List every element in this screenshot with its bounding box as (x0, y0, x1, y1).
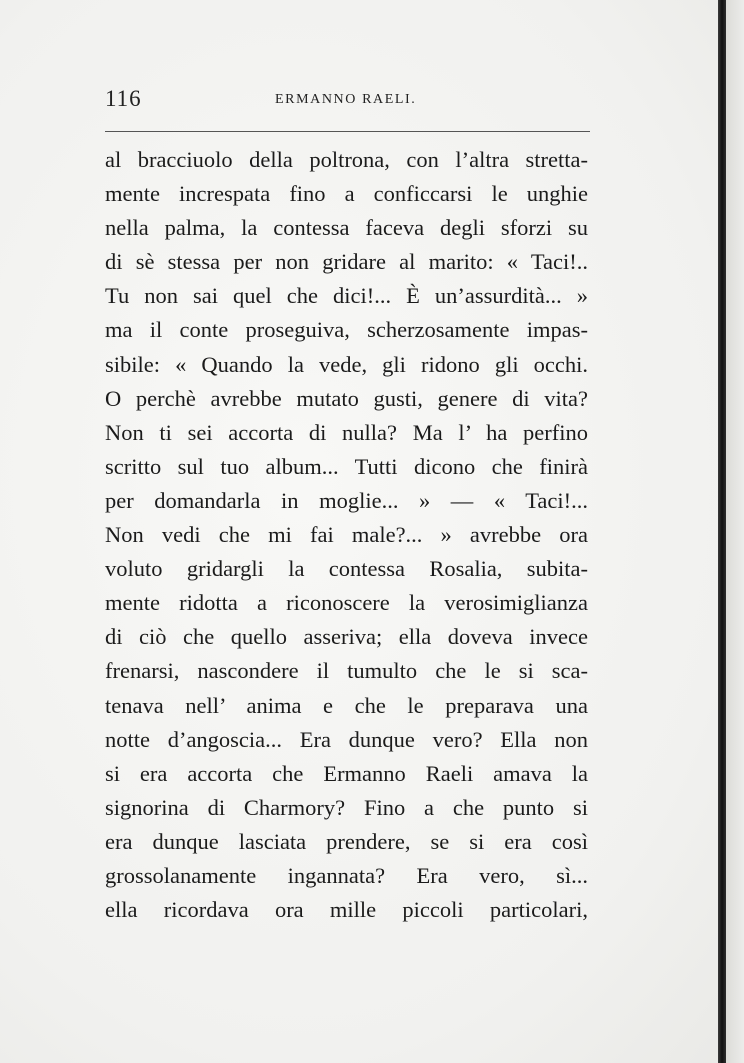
text-line: frenarsi, nascondere il tumulto che le si sca- (105, 658, 588, 684)
text-line: signorina di Charmory? Fino a che punto si (105, 794, 588, 820)
text-line: al bracciuolo della poltrona, con l’altra stretta- (105, 147, 588, 172)
text-line: tenava nell’ anima e che le preparava una (105, 692, 588, 718)
header-rule (105, 131, 590, 132)
text-line: ma il conte proseguiva, scherzosamente impas- (105, 317, 588, 343)
text-line: grossolanamente ingannata? Era vero, sì... (105, 862, 588, 888)
text-line: Non ti sei accorta di nulla? Ma l’ ha perfino (105, 419, 588, 445)
text-line: si era accorta che Ermanno Raeli amava la (105, 760, 588, 786)
text-line: voluto gridargli la contessa Rosalia, subita- (105, 556, 588, 582)
text-line: nella palma, la contessa faceva degli sforzi su (105, 215, 588, 241)
text-line: era dunque lasciata prendere, se si era così (105, 828, 588, 854)
running-head: ERMANNO RAELI. (275, 92, 417, 107)
text-line: sibile: « Quando la vede, gli ridono gli occhi. (105, 351, 588, 377)
text-line: ella ricordava ora mille piccoli particolari, (105, 897, 588, 923)
text-line: per domandarla in moglie... » — « Taci!... (105, 487, 588, 513)
body-text (105, 143, 588, 927)
text-line: Non vedi che mi fai male?... » avrebbe ora (105, 522, 588, 548)
text-line: Tu non sai quel che dici!... È un’assurdità... » (105, 283, 588, 309)
text-line: notte d’angoscia... Era dunque vero? Ella non (105, 726, 588, 752)
text-line: O perchè avrebbe mutato gusti, genere di vita? (105, 385, 588, 411)
text-line: di ciò che quello asseriva; ella doveva invece (105, 624, 588, 650)
text-line: mente increspata fino a conficcarsi le unghie (105, 181, 588, 207)
book-binding-edge (718, 0, 726, 1063)
page-number: 116 (105, 86, 142, 111)
text-line: scritto sul tuo album... Tutti dicono che finirà (105, 453, 588, 479)
page-gutter-shadow (726, 0, 744, 1063)
text-line: di sè stessa per non gridare al marito: « Taci!.. (105, 249, 588, 275)
text-line: mente ridotta a riconoscere la verosimiglianza (105, 590, 588, 616)
page-header (105, 86, 590, 116)
